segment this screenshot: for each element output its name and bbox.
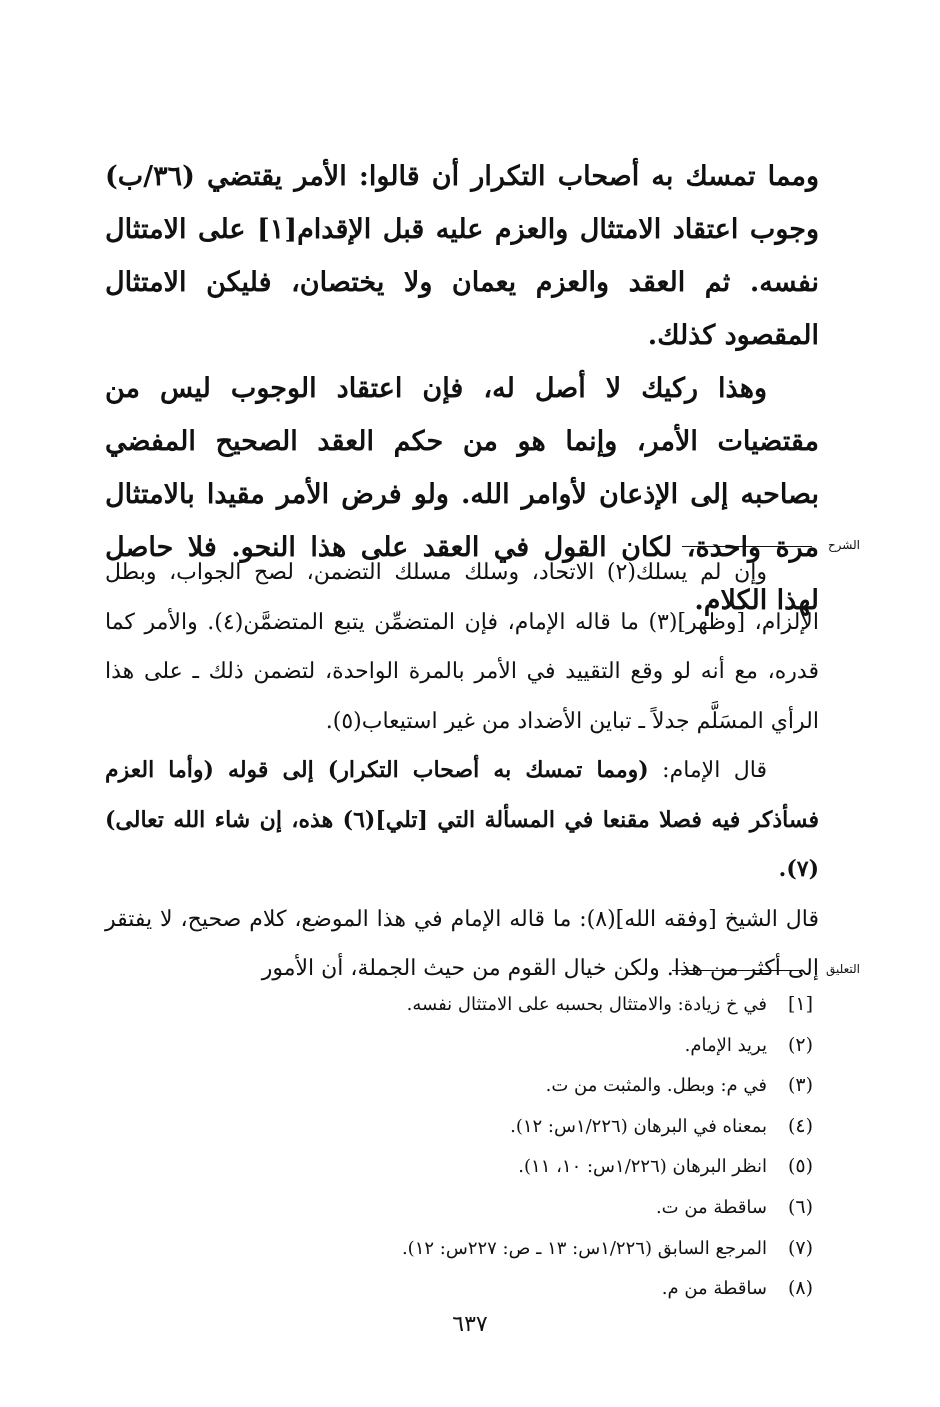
footnote-number: (٥) <box>787 1155 813 1178</box>
footnote <box>213 1065 813 1106</box>
footnote <box>213 1106 813 1147</box>
footnote-text: ساقطة من ت. <box>655 1196 767 1218</box>
footnote-text: يريد الإمام. <box>684 1034 767 1056</box>
notes-label: التعليق <box>825 962 860 976</box>
commentary-lead: قال الإمام: <box>648 758 767 783</box>
footnote-text: في م: وبطل. والمثبت من ت. <box>545 1075 767 1097</box>
footnote <box>213 1025 813 1066</box>
footnote <box>213 984 813 1025</box>
sharh-label: الشرح <box>827 538 860 552</box>
footnote-text: بمعناه في البرهان (١/٢٢٦س: ١٢). <box>510 1115 767 1137</box>
main-paragraph-2: وهذا ركيك لا أصل له، فإن اعتقاد الوجوب ليس من مقتضيات الأمر، وإنما هو من حكم العقد الصحيح المفضي بصاحبه إلى الإذعان لأوامر الله. ولو فرض الأمر مقيدا بالامتثال مرة واحدة، لكان القول في العقد على هذا النحو. فلا حاصل لهذا الكلام. <box>105 373 819 616</box>
footnote-text: ساقطة من م. <box>661 1278 767 1300</box>
commentary-paragraph-2 <box>105 746 819 895</box>
footnote-number: (٣) <box>787 1074 813 1097</box>
footnote-number: (٦) <box>787 1195 813 1218</box>
commentary-text <box>105 548 819 994</box>
commentary-paragraph-1: وإن لم يسلك(٢) الاتحاد، وسلك مسلك التضمن، لصح الجواب، وبطل الإلزام، [وظهر](٣) ما قاله الإمام، فإن المتضمِّن يتبع المتضمَّن(٤). والأمر كما قدره، مع أنه لو وقع التقييد في الأمر بالمرة الواحدة، لتضمن ذلك ـ على هذا الرأي المسَلَّم جدلاً ـ تباين الأضداد من غير استيعاب(٥). <box>105 560 819 734</box>
footnote-number: (٢) <box>787 1033 813 1056</box>
footnote <box>213 1268 813 1309</box>
commentary-paragraph-3: قال الشيخ [وفقه الله](٨): ما قاله الإمام في هذا الموضع، كلام صحيح، لا يفتقر إلى أكثر من هذا. ولكن خيال القوم من حيث الجملة، أن الأمور <box>105 906 819 981</box>
footnote-number: [١] <box>787 993 813 1015</box>
footnote <box>213 1187 813 1228</box>
footnote-number: (٧) <box>787 1236 813 1259</box>
footnote-number: (٤) <box>787 1114 813 1137</box>
page-number: ٦٣٧ <box>452 1312 488 1337</box>
footnote-text: انظر البرهان (١/٢٢٦س: ١٠، ١١). <box>518 1156 767 1178</box>
commentary-quote: (ومما تمسك به أصحاب التكرار) إلى قوله (وأما العزم فسأذكر فيه فصلا مقنعا في المسألة التي [تلي](٦) هذه، إن شاء الله تعالى)(٧). <box>105 757 820 882</box>
notes-divider-line <box>672 970 802 971</box>
footnote-text: في خ زيادة: والامتثال بحسبه على الامتثال نفسه. <box>406 994 767 1015</box>
main-paragraph-1: ومما تمسك به أصحاب التكرار أن قالوا: الأمر يقتضي (٣٦/ب) وجوب اعتقاد الامتثال والعزم عليه قبل الإقدام[١] على الامتثال نفسه. ثم العقد والعزم يعمان ولا يختصان، فليكن الامتثال المقصود كذلك. <box>105 161 819 351</box>
footnotes <box>213 984 813 1309</box>
footnote <box>213 1146 813 1187</box>
sharh-divider-line <box>682 546 812 547</box>
footnote-number: (٨) <box>787 1277 813 1300</box>
footnote <box>213 1228 813 1269</box>
notes-separator <box>660 962 860 976</box>
footnote-text: المرجع السابق (١/٢٢٦س: ١٣ ـ ص: ٢٢٧س: ١٢). <box>401 1237 767 1259</box>
